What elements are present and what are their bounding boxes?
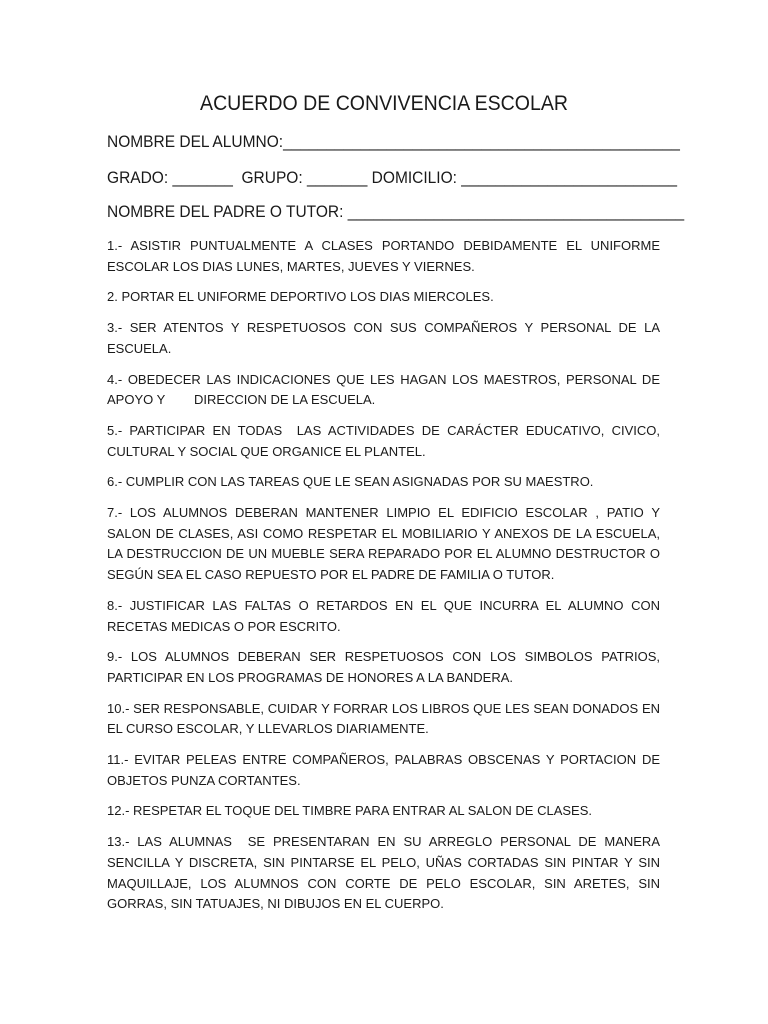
rule-item	[107, 750, 664, 791]
rule-text: 13.- LAS ALUMNAS SE PRESENTARAN EN SU ARREGLO PERSONAL DE MANERA SENCILLA Y DISCRETA, SIN PINTARSE EL PELO, UÑAS CORTADAS SIN PINTAR Y SIN MAQUILLAJE, LOS ALUMNOS CON CORTE DE PELO ESCOLAR, SIN ARETES, SIN GORRAS, SIN TATUAJES, NI DIBUJOS EN EL CUERPO.	[107, 834, 664, 912]
rule-text: 4.- OBEDECER LAS INDICACIONES QUE LES HAGAN LOS MAESTROS, PERSONAL DE APOYO Y DIRECCION DE LA ESCUELA.	[107, 371, 663, 408]
rule-text: 5.- PARTICIPAR EN TODAS LAS ACTIVIDADES DE CARÁCTER EDUCATIVO, CIVICO, CULTURAL Y SOCIAL QUE ORGANICE EL PLANTEL.	[107, 422, 664, 459]
rule-text: 8.- JUSTIFICAR LAS FALTAS O RETARDOS EN EL QUE INCURRA EL ALUMNO CON RECETAS MEDICAS O POR ESCRITO.	[107, 597, 664, 634]
rule-item	[107, 647, 664, 688]
rule-item	[107, 287, 660, 308]
rule-item	[107, 699, 664, 740]
rule-item	[107, 503, 664, 586]
rule-text: 11.- EVITAR PELEAS ENTRE COMPAÑEROS, PALABRAS OBSCENAS Y PORTACION DE OBJETOS PUNZA CORTANTES.	[107, 752, 664, 788]
document-title: ACUERDO DE CONVIVENCIA ESCOLAR	[200, 92, 568, 115]
rule-item	[107, 472, 660, 493]
rule-text: 3.- SER ATENTOS Y RESPETUOSOS CON SUS COMPAÑEROS Y PERSONAL DE LA ESCUELA.	[107, 320, 664, 356]
rule-text: 6.- CUMPLIR CON LAS TAREAS QUE LE SEAN ASIGNADAS POR SU MAESTRO.	[107, 474, 594, 490]
rule-item	[107, 421, 664, 462]
rule-item	[107, 236, 664, 277]
rule-text: 2. PORTAR EL UNIFORME DEPORTIVO LOS DIAS MIERCOLES.	[107, 289, 494, 305]
rules-list	[107, 236, 664, 925]
rule-item	[107, 370, 663, 411]
rule-text: 10.- SER RESPONSABLE, CUIDAR Y FORRAR LOS LIBROS QUE LES SEAN DONADOS EN EL CURSO ESCOLAR, Y LLEVARLOS DIARIAMENTE.	[107, 700, 664, 737]
rule-item	[107, 318, 664, 359]
rule-text: 1.- ASISTIR PUNTUALMENTE A CLASES PORTANDO DEBIDAMENTE EL UNIFORME ESCOLAR LOS DIAS LUNES, MARTES, JUEVES Y VIERNES.	[107, 238, 664, 274]
parent-name-field: NOMBRE DEL PADRE O TUTOR: _______________________________________	[107, 203, 685, 221]
rule-item	[107, 801, 660, 822]
rule-text: 12.- RESPETAR EL TOQUE DEL TIMBRE PARA ENTRAR AL SALON DE CLASES.	[107, 803, 593, 819]
rule-item	[107, 596, 664, 637]
student-name-field: NOMBRE DEL ALUMNO:______________________________________________	[107, 133, 680, 151]
grade-group-address-field: GRADO: _______ GRUPO: _______ DOMICILIO: _________________________	[107, 169, 677, 187]
rule-text: 7.- LOS ALUMNOS DEBERAN MANTENER LIMPIO EL EDIFICIO ESCOLAR , PATIO Y SALON DE CLASES, ASI COMO RESPETAR EL MOBILIARIO Y ANEXOS DE LA ESCUELA, LA DESTRUCCION DE UN MUEBLE SERA REPARADO POR EL ALUMNO DESTRUCTOR O SEGÚN SEA EL CASO REPUESTO POR EL PADRE DE FAMILIA O TUTOR.	[107, 505, 664, 583]
rule-text: 9.- LOS ALUMNOS DEBERAN SER RESPETUOSOS CON LOS SIMBOLOS PATRIOS, PARTICIPAR EN LOS PROGRAMAS DE HONORES A LA BANDERA.	[107, 649, 664, 685]
rule-item	[107, 832, 664, 915]
